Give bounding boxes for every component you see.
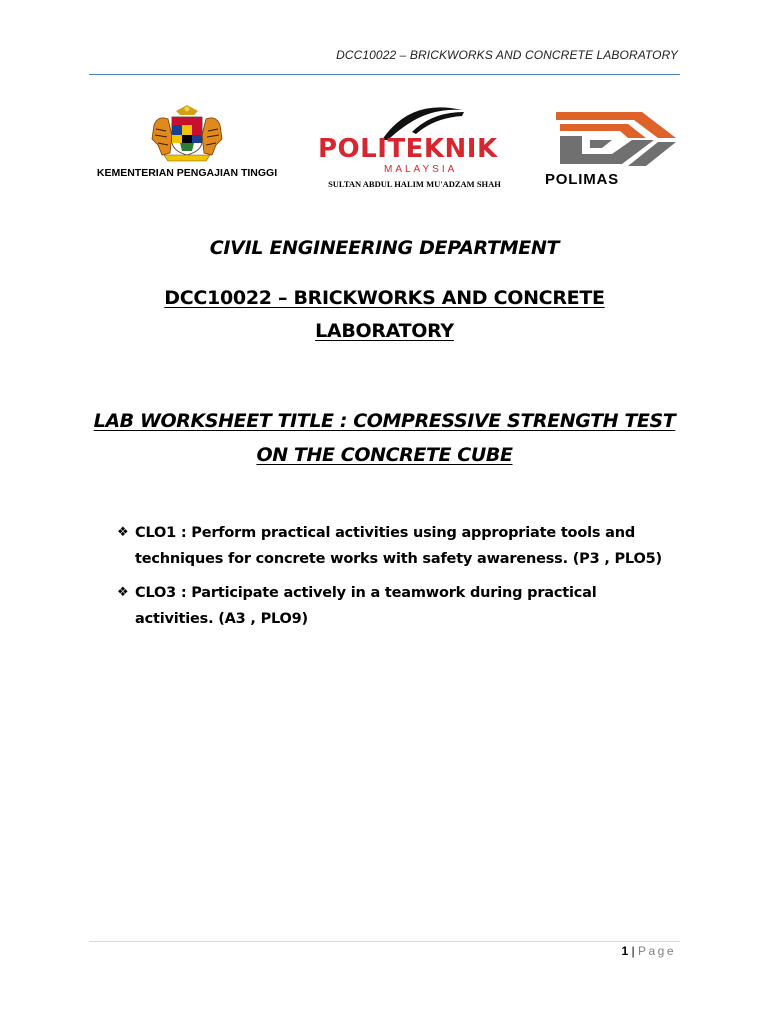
page-separator: | [631, 944, 635, 958]
clo-text: CLO1 : Perform practical activities using appropriate tools and techniques for concrete works with safety awareness. (P3 , PLO5) [135, 525, 662, 567]
lab-worksheet-title [89, 404, 680, 472]
page-footer [621, 944, 676, 958]
course-title-line-2: LABORATORY [315, 320, 454, 342]
lab-title-line-1: LAB WORKSHEET TITLE : COMPRESSIVE STRENGTH TEST [93, 410, 676, 432]
politeknik-wordmark: POLITEKNIK [318, 134, 498, 164]
diamond-bullet-icon: ❖ [117, 585, 129, 600]
running-header: DCC10022 – BRICKWORKS AND CONCRETE LABORATORY [336, 48, 678, 62]
politeknik-country: MALAYSIA [384, 164, 458, 175]
politeknik-logo [312, 102, 517, 194]
page-number: 1 [621, 944, 629, 958]
list-item [117, 580, 677, 632]
course-title-line-1: DCC10022 – BRICKWORKS AND CONCRETE [164, 287, 605, 309]
polimas-logo [542, 104, 687, 190]
kpt-logo [82, 105, 292, 190]
clo-list [117, 520, 677, 640]
footer-divider [89, 941, 680, 942]
page-word: Page [637, 944, 676, 958]
header-divider [89, 74, 680, 75]
list-item [117, 520, 677, 572]
politeknik-campus: SULTAN ABDUL HALIM MU'ADZAM SHAH [328, 179, 501, 189]
course-title [89, 282, 680, 348]
kpt-label: KEMENTERIAN PENGAJIAN TINGGI [96, 167, 278, 179]
department-title: CIVIL ENGINEERING DEPARTMENT [209, 237, 560, 259]
polimas-emblem-icon [542, 104, 687, 170]
malaysia-coat-of-arms-icon [82, 105, 292, 167]
clo-text: CLO3 : Participate actively in a teamwork during practical activities. (A3 , PLO9) [135, 585, 597, 627]
diamond-bullet-icon: ❖ [117, 525, 129, 540]
lab-title-line-2: ON THE CONCRETE CUBE [256, 444, 513, 466]
polimas-wordmark: POLIMAS [545, 171, 619, 188]
